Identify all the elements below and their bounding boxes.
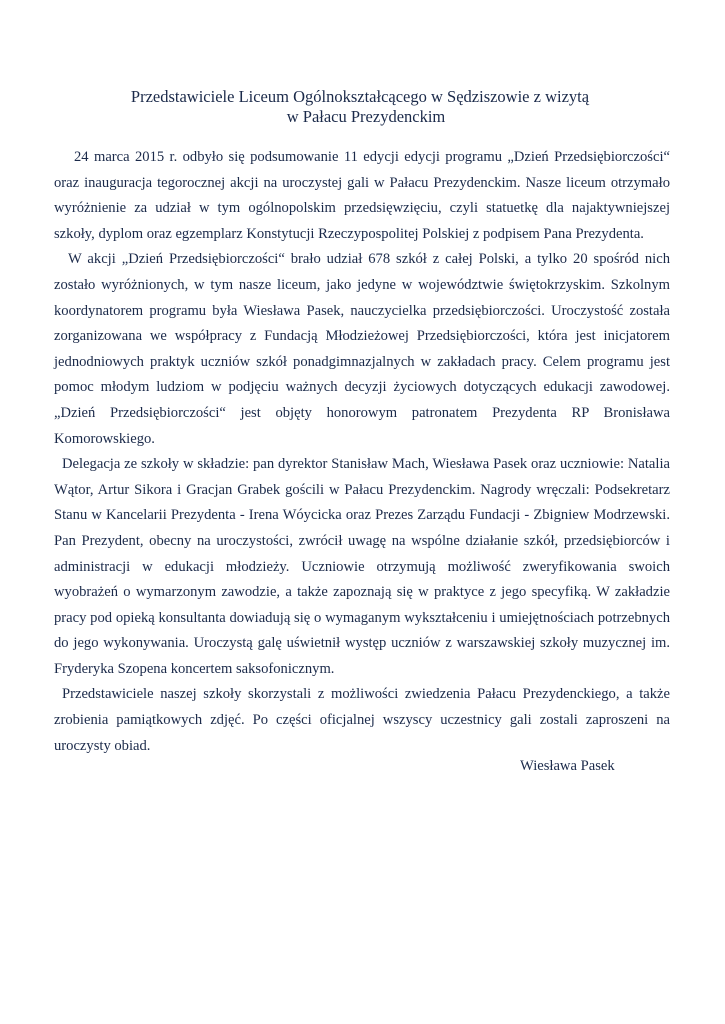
document-title-line-2: w Pałacu Prezydenckim: [286, 107, 446, 126]
article-body: [54, 145, 670, 759]
paragraph-3: Delegacja ze szkoły w składzie: pan dyrektor Stanisław Mach, Wiesława Pasek oraz uczniowie: Natalia Wątor, Artur Sikora i Gracjan Grabek gościli w Pałacu Prezydenckim. Nagrody wręczali: Podsekretarz Stanu w Kancelarii Prezydenta - Irena Wóycicka oraz Prezes Zarządu Fundacji - Zbigniew Modrzewski. Pan Prezydent, obecny na uroczystości, zwrócił uwagę na wspólne działanie szkół, przedsiębiorców i administracji w edukacji młodzieży. Uczniowie otrzymują możliwość zweryfikowania swoich wyobrażeń o wymarzonym zawodzie, a także zapoznają się w praktyce z jego specyfiką. W zakładzie pracy pod opieką konsultanta dowiadują się o wymaganym wykształceniu i umiejętnościach potrzebnych do jego wykonywania. Uroczystą galę uświetnił występ uczniów z warszawskiej szkoły muzycznej im. Fryderyka Szopena koncertem saksofonicznym.: [54, 456, 670, 677]
author-signature: Wiesława Pasek: [520, 758, 615, 774]
paragraph-2: W akcji „Dzień Przedsiębiorczości“ brało udział 678 szkół z całej Polski, a tylko 20 spośród nich zostało wyróżnionych, w tym nasze liceum, jako jedyne w województwie świętokrzyskim. Szkolnym koordynatorem programu była Wiesława Pasek, nauczycielka przedsiębiorczości. Uroczystość została zorganizowana we współpracy z Fundacją Młodzieżowej Przedsiębiorczości, która jest inicjatorem jednodniowych praktyk uczniów szkół ponadgimnazjalnych w zakładach pracy. Celem programu jest pomoc młodym ludziom w podjęciu ważnych decyzji życiowych dotyczących edukacji zawodowej. „Dzień Przedsiębiorczości“ jest objęty honorowym patronatem Prezydenta RP Bronisława Komorowskiego.: [54, 251, 670, 447]
paragraph-4: Przedstawiciele naszej szkoły skorzystali z możliwości zwiedzenia Pałacu Prezydenckiego, a także zrobienia pamiątkowych zdjęć. Po części oficjalnej wszyscy uczestnicy gali zostali zaproszeni na uroczysty obiad.: [54, 686, 670, 754]
document-title-line-1: Przedstawiciele Liceum Ogólnokształcącego w Sędziszowie z wizytą: [130, 87, 590, 106]
paragraph-1: 24 marca 2015 r. odbyło się podsumowanie 11 edycji edycji programu „Dzień Przedsiębiorczości“ oraz inauguracja tegorocznej akcji na uroczystej gali w Pałacu Prezydenckim. Nasze liceum otrzymało wyróżnienie za udział w tym ogólnopolskim przedsięwzięciu, czyli statuetkę dla najaktywniejszej szkoły, dyplom oraz egzemplarz Konstytucji Rzeczypospolitej Polskiej z podpisem Pana Prezydenta.: [54, 149, 670, 242]
